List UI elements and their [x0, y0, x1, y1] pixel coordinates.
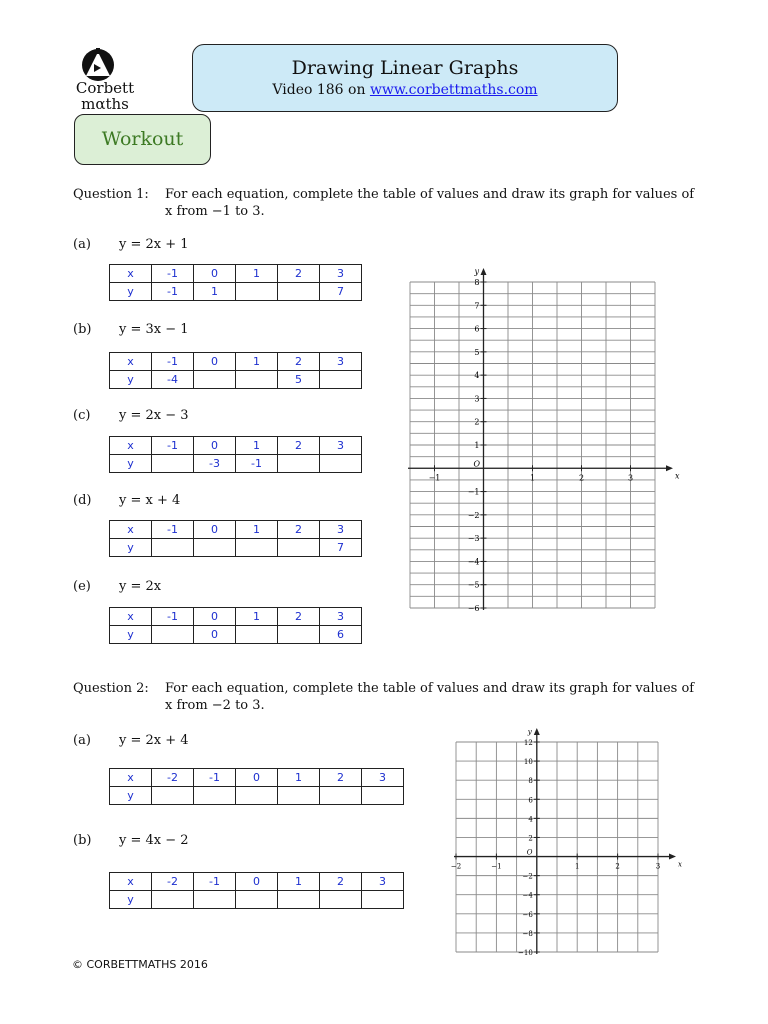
part-equation: y = 3x − 1	[119, 322, 189, 337]
y-value-cell[interactable]	[320, 891, 362, 909]
logo-line-2: mαths	[81, 95, 129, 113]
q1-label: Question 1:	[73, 187, 149, 202]
x-value-cell: 3	[362, 769, 404, 787]
y-tick-label: 5	[474, 347, 480, 357]
y-tick-label: 12	[523, 739, 533, 747]
x-row	[110, 353, 362, 371]
row-header: y	[110, 539, 152, 557]
y-value-cell[interactable]	[236, 539, 278, 557]
x-value-cell: 2	[278, 353, 320, 371]
x-tick-label: 3	[655, 862, 661, 871]
row-header: x	[110, 873, 152, 891]
y-axis-label: y	[527, 728, 532, 736]
q1-part-0	[73, 237, 273, 255]
y-value-cell[interactable]: -1	[152, 283, 194, 301]
y-value-cell[interactable]	[362, 787, 404, 805]
row-header: y	[110, 787, 152, 805]
y-row	[110, 539, 362, 557]
y-value-cell[interactable]	[278, 787, 320, 805]
part-equation: y = 2x	[119, 579, 162, 594]
part-label: (a)	[73, 237, 91, 252]
table-of-values	[109, 607, 362, 644]
x-value-cell: -1	[194, 769, 236, 787]
y-value-cell[interactable]	[152, 455, 194, 473]
x-value-cell: 2	[278, 437, 320, 455]
x-value-cell: 1	[278, 769, 320, 787]
y-value-cell[interactable]: 7	[320, 283, 362, 301]
y-value-cell[interactable]	[194, 787, 236, 805]
x-value-cell: 0	[194, 608, 236, 626]
x-value-cell: -1	[152, 265, 194, 283]
x-axis-label: x	[678, 860, 682, 869]
table-of-values	[109, 520, 362, 557]
y-tick-label: 2	[528, 834, 533, 843]
y-tick-label: −5	[467, 580, 480, 590]
x-axis-label: x	[675, 471, 680, 481]
x-tick-label: −1	[491, 862, 502, 871]
table-of-values	[109, 352, 362, 389]
x-tick-label: −2	[450, 862, 462, 871]
part-label: (c)	[73, 408, 91, 423]
y-value-cell[interactable]: 7	[320, 539, 362, 557]
x-tick-label: 1	[529, 473, 536, 483]
y-value-cell[interactable]	[320, 787, 362, 805]
part-equation: y = 2x + 1	[119, 237, 189, 252]
q2-label: Question 2:	[73, 681, 149, 696]
x-value-cell: 1	[236, 521, 278, 539]
y-value-cell[interactable]: -3	[194, 455, 236, 473]
x-value-cell: 2	[320, 769, 362, 787]
y-value-cell[interactable]	[278, 539, 320, 557]
row-header: y	[110, 371, 152, 389]
y-tick-label: 4	[474, 371, 480, 381]
y-value-cell[interactable]: -1	[236, 455, 278, 473]
y-value-cell[interactable]	[152, 539, 194, 557]
y-value-cell[interactable]	[152, 626, 194, 644]
workout-label: Workout	[74, 114, 211, 165]
x-value-cell: 3	[320, 353, 362, 371]
y-tick-label: −1	[467, 487, 480, 497]
origin-label: O	[473, 459, 481, 469]
y-value-cell[interactable]	[236, 626, 278, 644]
x-value-cell: 3	[320, 608, 362, 626]
q1-part-3	[73, 493, 273, 511]
x-value-cell: 0	[236, 873, 278, 891]
x-value-cell: 3	[362, 873, 404, 891]
y-tick-label: 3	[474, 394, 480, 404]
table-of-values	[109, 436, 362, 473]
x-value-cell: -2	[152, 873, 194, 891]
row-header: x	[110, 353, 152, 371]
y-axis-arrow	[481, 268, 487, 275]
y-tick-label: −2	[467, 510, 480, 520]
logo-text	[70, 80, 140, 112]
x-value-cell: 1	[236, 437, 278, 455]
table-of-values	[109, 264, 362, 301]
logo-line-1: Corbett	[75, 79, 135, 97]
x-value-cell: -1	[152, 437, 194, 455]
y-tick-label: 4	[528, 815, 533, 824]
row-header: x	[110, 769, 152, 787]
row-header: x	[110, 437, 152, 455]
y-tick-label: −6	[467, 604, 480, 613]
y-value-cell[interactable]	[194, 539, 236, 557]
q1-part-1	[73, 322, 273, 340]
row-header: y	[110, 626, 152, 644]
table-of-values	[109, 768, 404, 805]
row-header: x	[110, 521, 152, 539]
y-axis-arrow	[534, 728, 540, 735]
x-value-cell: 3	[320, 265, 362, 283]
x-value-cell: 3	[320, 521, 362, 539]
y-value-cell[interactable]	[236, 787, 278, 805]
x-row	[110, 769, 404, 787]
row-header: x	[110, 608, 152, 626]
part-label: (a)	[73, 733, 91, 748]
y-value-cell[interactable]	[152, 891, 194, 909]
x-value-cell: -1	[152, 521, 194, 539]
y-value-cell[interactable]	[236, 283, 278, 301]
y-value-cell[interactable]: 5	[278, 371, 320, 389]
y-tick-label: −8	[522, 929, 533, 938]
y-value-cell[interactable]	[320, 455, 362, 473]
q2-part-0	[73, 733, 273, 751]
x-axis-arrow	[666, 465, 673, 471]
y-value-cell[interactable]	[362, 891, 404, 909]
y-tick-label: −4	[522, 891, 533, 900]
row-header: y	[110, 455, 152, 473]
y-value-cell[interactable]: 6	[320, 626, 362, 644]
part-label: (e)	[73, 579, 91, 594]
part-label: (b)	[73, 833, 92, 848]
y-row	[110, 455, 362, 473]
x-row	[110, 873, 404, 891]
y-tick-label: 8	[528, 777, 533, 786]
part-label: (b)	[73, 322, 92, 337]
y-axis-label: y	[474, 267, 480, 276]
y-tick-label: 6	[528, 796, 533, 805]
x-value-cell: 0	[194, 353, 236, 371]
y-value-cell[interactable]: -4	[152, 371, 194, 389]
x-value-cell: 0	[236, 769, 278, 787]
y-value-cell[interactable]	[236, 371, 278, 389]
y-value-cell[interactable]: 0	[194, 626, 236, 644]
y-value-cell[interactable]	[278, 626, 320, 644]
x-row	[110, 265, 362, 283]
y-row	[110, 371, 362, 389]
part-equation: y = x + 4	[119, 493, 181, 508]
x-value-cell: 1	[236, 353, 278, 371]
x-value-cell: 2	[278, 521, 320, 539]
x-value-cell: 2	[320, 873, 362, 891]
y-value-cell[interactable]: 1	[194, 283, 236, 301]
y-tick-label: −10	[518, 949, 533, 957]
x-value-cell: 3	[320, 437, 362, 455]
footer-copyright: © CORBETTMATHS 2016	[72, 958, 208, 971]
x-row	[110, 437, 362, 455]
video-line	[193, 82, 617, 98]
y-tick-label: 2	[474, 417, 480, 427]
y-value-cell[interactable]	[278, 283, 320, 301]
y-value-cell[interactable]	[278, 891, 320, 909]
part-equation: y = 2x − 3	[119, 408, 189, 423]
y-tick-label: 6	[474, 324, 480, 334]
q2-text: For each equation, complete the table of values and draw its graph for values of x from −2 to 3.	[165, 681, 695, 713]
part-equation: y = 2x + 4	[119, 733, 189, 748]
x-row	[110, 521, 362, 539]
q1-part-2	[73, 408, 273, 426]
page-title: Drawing Linear Graphs	[291, 57, 519, 79]
part-label: (d)	[73, 493, 92, 508]
part-equation: y = 4x − 2	[119, 833, 189, 848]
y-value-cell[interactable]	[194, 371, 236, 389]
x-value-cell: 1	[236, 608, 278, 626]
y-value-cell[interactable]	[194, 891, 236, 909]
y-tick-label: 7	[474, 301, 480, 311]
y-value-cell[interactable]	[278, 455, 320, 473]
q1-header	[73, 186, 713, 222]
x-tick-label: 3	[627, 473, 634, 483]
y-tick-label: −2	[522, 872, 533, 881]
x-value-cell: 1	[278, 873, 320, 891]
x-value-cell: -2	[152, 769, 194, 787]
row-header: y	[110, 283, 152, 301]
q2-graph	[442, 712, 692, 962]
x-value-cell: -1	[194, 873, 236, 891]
y-value-cell[interactable]	[152, 787, 194, 805]
q2-part-1	[73, 833, 273, 851]
x-tick-label: 2	[615, 862, 620, 871]
y-tick-label: −6	[522, 910, 533, 919]
y-tick-label: −3	[467, 534, 480, 544]
corbettmaths-link[interactable]: www.corbettmaths.com	[369, 82, 538, 98]
x-tick-label: 2	[578, 473, 585, 483]
x-value-cell: -1	[152, 608, 194, 626]
origin-label: O	[526, 848, 533, 857]
y-tick-label: 10	[523, 758, 533, 767]
x-value-cell: 0	[194, 521, 236, 539]
title-box	[192, 44, 618, 112]
y-value-cell[interactable]	[236, 891, 278, 909]
x-value-cell: 2	[278, 608, 320, 626]
q1-text: For each equation, complete the table of values and draw its graph for values of x from −1 to 3.	[165, 187, 695, 219]
row-header: y	[110, 891, 152, 909]
y-tick-label: 8	[474, 278, 480, 287]
row-header: x	[110, 265, 152, 283]
q1-graph	[405, 250, 690, 615]
x-value-cell: 0	[194, 437, 236, 455]
x-value-cell: -1	[152, 353, 194, 371]
y-row	[110, 891, 404, 909]
y-tick-label: 1	[474, 441, 480, 450]
x-value-cell: 2	[278, 265, 320, 283]
y-row	[110, 626, 362, 644]
y-row	[110, 787, 404, 805]
x-axis-arrow	[669, 854, 676, 860]
y-value-cell[interactable]	[320, 371, 362, 389]
table-of-values	[109, 872, 404, 909]
y-tick-label: −4	[467, 557, 480, 567]
x-value-cell: 1	[236, 265, 278, 283]
x-value-cell: 0	[194, 265, 236, 283]
q1-part-4	[73, 579, 273, 597]
x-tick-label: −1	[428, 473, 441, 483]
x-row	[110, 608, 362, 626]
y-row	[110, 283, 362, 301]
video-prefix: Video 186 on	[272, 82, 370, 98]
x-tick-label: 1	[574, 862, 580, 871]
q2-header	[73, 680, 713, 716]
